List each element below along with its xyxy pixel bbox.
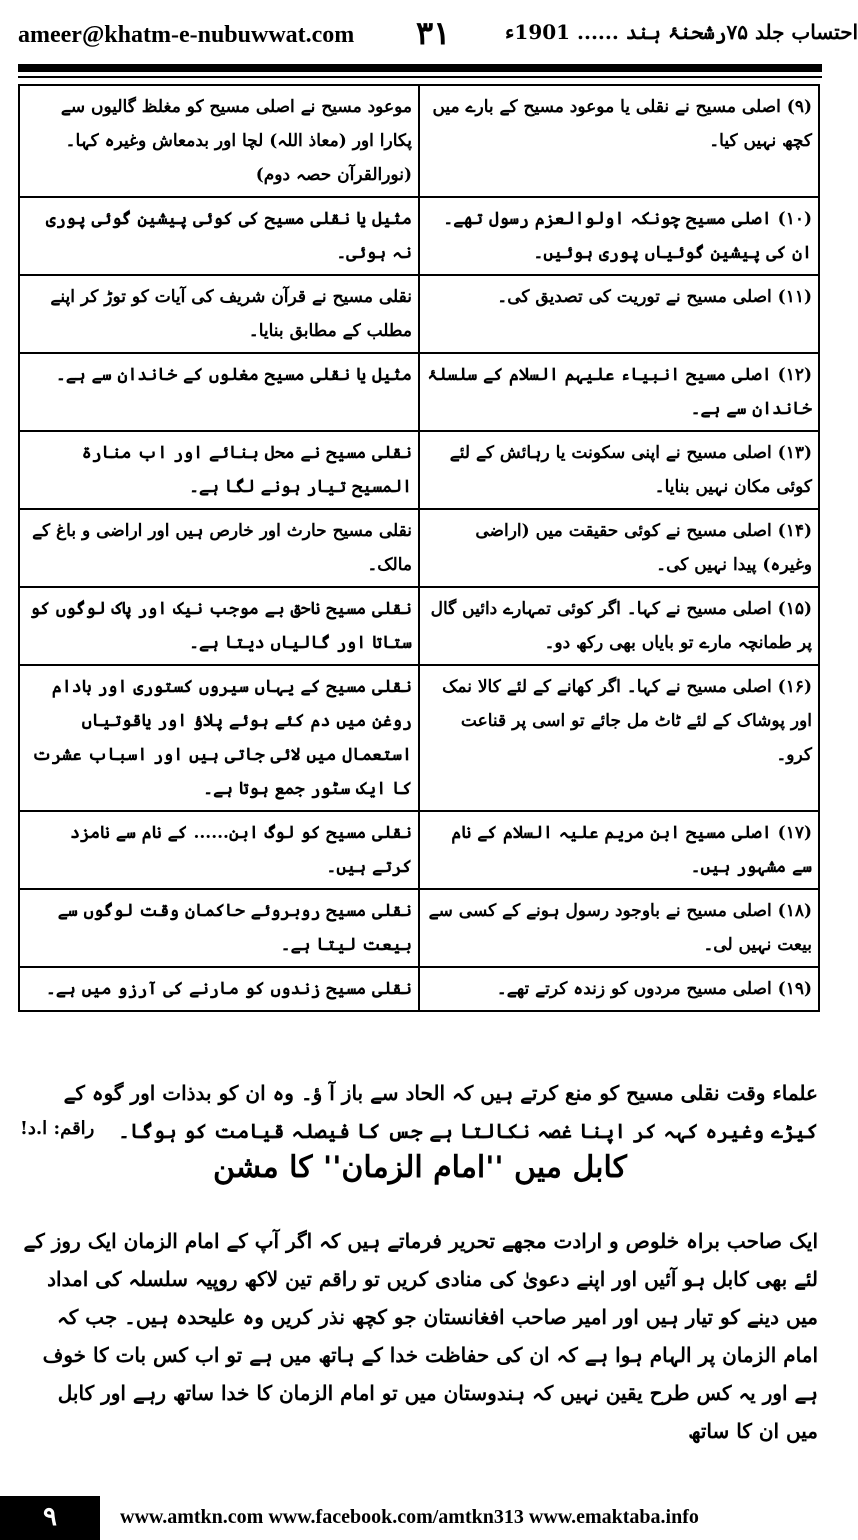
footer-page-number: ۹	[43, 1502, 57, 1532]
cell-original-messiah: (۱۶) اصلی مسیح نے کہا۔ اگر کھانے کے لئے کالا نمک اور پوشاک کے لئے ٹاٹ مل جائے تو اسی پر قناعت کرو۔	[419, 665, 819, 811]
cell-claimant-messiah: مثیل یا نقلی مسیح کی کوئی پیشین گوئی پوری نہ ہوئی۔	[19, 197, 419, 275]
cell-original-messiah: (۱۷) اصلی مسیح ابن مریم علیہ السلام کے نام سے مشہور ہیں۔	[419, 811, 819, 889]
table-row	[19, 811, 819, 889]
cell-claimant-messiah: نقلی مسیح نے قرآن شریف کی آیات کو توڑ کر اپنے مطلب کے مطابق بنایا۔	[19, 275, 419, 353]
note-line-2: کیڑے وغیرہ کہہ کر اپنا غصہ نکالتا ہے جس کا فیصلہ قیامت کو ہوگا۔	[118, 1119, 818, 1143]
cell-claimant-messiah: نقلی مسیح روبروئے حاکمان وقت لوگوں سے بیعت لیتا ہے۔	[19, 889, 419, 967]
body-paragraph: ایک صاحب براہ خلوص و ارادت مجھے تحریر فرماتے ہیں کہ اگر آپ کے امام الزمان ایک روز کے لئے بھی کابل ہو آئیں اور اپنے دعویٰ کی منادی کریں تو راقم تین لاکھ روپیہ سلسلہ کی امداد میں دینے کو تیار ہیں اور امیر صاحب افغانستان جو کچھ نذر کریں وہ علیحدہ ہیں۔ جب کہ امام الزمان پر الہام ہوا ہے کہ ان کی حفاظت خدا کے ہاتھ میں ہے تو اب کس بات کا خوف ہے اور یہ کس طرح یقین نہیں کہ ہندوستان میں تو امام الزمان کا خدا ساتھ رہے اور کابل میں ان کا ساتھ	[23, 1229, 818, 1443]
cell-original-messiah: (۱۲) اصلی مسیح انبیاء علیہم السلام کے سلسلۂ خاندان سے ہے۔	[419, 353, 819, 431]
footer-urls: www.amtkn.com www.facebook.com/amtkn313 www.emaktaba.info	[120, 1506, 699, 1528]
cell-claimant-messiah: نقلی مسیح حارث اور خارص ہیں اور اراضی و باغ کے مالک۔	[19, 509, 419, 587]
table-row	[19, 275, 819, 353]
header-rule-thick	[18, 64, 822, 72]
cell-original-messiah: (۱۴) اصلی مسیح نے کوئی حقیقت میں (اراضی وغیرہ) پیدا نہیں کی۔	[419, 509, 819, 587]
cell-original-messiah: (۱۱) اصلی مسیح نے توریت کی تصدیق کی۔	[419, 275, 819, 353]
cell-original-messiah: (۱۸) اصلی مسیح نے باوجود رسول ہونے کے کسی سے بیعت نہیں لی۔	[419, 889, 819, 967]
cell-claimant-messiah: نقلی مسیح زندوں کو مارنے کی آرزو میں ہے۔	[19, 967, 419, 1011]
signer: راقم: ا.د!	[20, 1118, 95, 1139]
cell-claimant-messiah: نقلی مسیح کو لوگ ابن...... کے نام سے نامزد کرتے ہیں۔	[19, 811, 419, 889]
header-rule-thin	[18, 76, 822, 78]
table-row	[19, 587, 819, 665]
cell-original-messiah: (۹) اصلی مسیح نے نقلی یا موعود مسیح کے بارے میں کچھ نہیں کیا۔	[419, 85, 819, 197]
table-row	[19, 967, 819, 1011]
header-page-number: ۳۱	[416, 14, 451, 52]
table-row	[19, 85, 819, 197]
cell-claimant-messiah: مثیل یا نقلی مسیح مغلوں کے خاندان سے ہے۔	[19, 353, 419, 431]
cell-original-messiah: (۱۵) اصلی مسیح نے کہا۔ اگر کوئی تمہارے دائیں گال پر طمانچہ مارے تو بایاں بھی رکھ دو۔	[419, 587, 819, 665]
note-line-1: علماء وقت نقلی مسیح کو منع کرتے ہیں کہ الحاد سے باز آ ؤ۔ وہ ان کو بدذات اور گوہ کے	[63, 1081, 818, 1105]
table-row	[19, 665, 819, 811]
table-row	[19, 889, 819, 967]
header-email: ameer@khatm-e-nubuwwat.com	[18, 22, 355, 48]
table-row	[19, 197, 819, 275]
table-row	[19, 509, 819, 587]
cell-claimant-messiah: نقلی مسیح کے یہاں سیروں کستوری اور بادام روغن میں دم کئے ہوئے پلاؤ اور یاقوتیاں استعمال میں لائی جاتی ہیں اور اسباب عشرت کا ایک سٹور جمع ہوتا ہے۔	[19, 665, 419, 811]
cell-claimant-messiah: موعود مسیح نے اصلی مسیح کو مغلظ گالیوں سے پکارا اور (معاذ اللہ) لچا اور بدمعاش وغیرہ کہا۔ (نورالقرآن حصہ دوم)	[19, 85, 419, 197]
header-volume-info: احتساب جلد ۷۵رشحنۂ ہند ...... 1901ء	[505, 20, 858, 44]
section-heading: کابل میں ''امام الزمان'' کا مشن	[213, 1150, 627, 1185]
comparison-table	[18, 84, 820, 1012]
page-footer	[0, 1496, 840, 1540]
cell-original-messiah: (۱۹) اصلی مسیح مردوں کو زندہ کرتے تھے۔	[419, 967, 819, 1011]
cell-claimant-messiah: نقلی مسیح ناحق بے موجب نیک اور پاک لوگوں کو ستاتا اور گالیاں دیتا ہے۔	[19, 587, 419, 665]
table-row	[19, 431, 819, 509]
cell-claimant-messiah: نقلی مسیح نے محل بنائے اور اب منارۃ المسیح تیار ہونے لگا ہے۔	[19, 431, 419, 509]
cell-original-messiah: (۱۳) اصلی مسیح نے اپنی سکونت یا رہائش کے لئے کوئی مکان نہیں بنایا۔	[419, 431, 819, 509]
cell-original-messiah: (۱۰) اصلی مسیح چونکہ اولوالعزم رسول تھے۔ ان کی پیشین گوئیاں پوری ہوئیں۔	[419, 197, 819, 275]
page-header	[18, 14, 858, 58]
table-row	[19, 353, 819, 431]
